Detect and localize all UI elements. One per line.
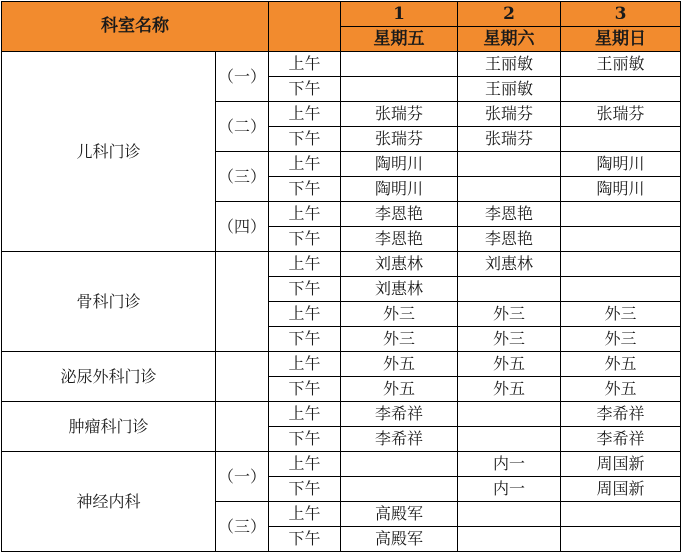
doctor-cell <box>458 527 561 552</box>
period-cell: 上午 <box>269 102 341 127</box>
doctor-cell: 王丽敏 <box>458 77 561 102</box>
period-cell: 上午 <box>269 252 341 277</box>
doctor-cell: 李希祥 <box>561 427 681 452</box>
period-cell: 上午 <box>269 52 341 77</box>
period-cell: 上午 <box>269 502 341 527</box>
doctor-cell: 刘惠林 <box>341 277 458 302</box>
doctor-cell: 外五 <box>341 352 458 377</box>
period-cell: 下午 <box>269 377 341 402</box>
doctor-cell: 外五 <box>561 377 681 402</box>
day-name-sunday: 星期日 <box>561 27 681 52</box>
doctor-cell <box>561 277 681 302</box>
day-name-saturday: 星期六 <box>458 27 561 52</box>
doctor-cell <box>458 277 561 302</box>
schedule-table <box>1 1 681 552</box>
period-cell: 下午 <box>269 277 341 302</box>
doctor-cell: 李恩艳 <box>341 227 458 252</box>
doctor-cell: 陶明川 <box>341 177 458 202</box>
doctor-cell <box>458 502 561 527</box>
doctor-cell <box>341 52 458 77</box>
doctor-cell: 张瑞芬 <box>561 102 681 127</box>
doctor-cell: 张瑞芬 <box>458 127 561 152</box>
day-number-2: 2 <box>458 2 561 27</box>
period-cell: 上午 <box>269 152 341 177</box>
period-cell: 下午 <box>269 227 341 252</box>
period-cell: 上午 <box>269 402 341 427</box>
doctor-cell <box>341 77 458 102</box>
doctor-cell: 李希祥 <box>341 402 458 427</box>
department-name: 神经内科 <box>2 452 216 552</box>
doctor-cell <box>458 427 561 452</box>
doctor-cell: 李希祥 <box>341 427 458 452</box>
doctor-cell <box>341 452 458 477</box>
clinic-group-label: （四） <box>216 202 269 252</box>
doctor-cell: 外五 <box>341 377 458 402</box>
doctor-cell <box>561 252 681 277</box>
doctor-cell: 王丽敏 <box>458 52 561 77</box>
doctor-cell: 李恩艳 <box>341 202 458 227</box>
doctor-cell <box>458 177 561 202</box>
doctor-cell: 高殿军 <box>341 527 458 552</box>
clinic-group-label <box>216 352 269 402</box>
clinic-group-label: （三） <box>216 502 269 552</box>
doctor-cell: 李希祥 <box>561 402 681 427</box>
period-cell: 下午 <box>269 527 341 552</box>
table-row <box>2 352 681 377</box>
department-name: 肿瘤科门诊 <box>2 402 216 452</box>
doctor-cell: 刘惠林 <box>458 252 561 277</box>
doctor-cell <box>561 127 681 152</box>
clinic-group-label <box>216 252 269 352</box>
doctor-cell: 外三 <box>341 327 458 352</box>
doctor-cell <box>458 152 561 177</box>
doctor-cell: 外五 <box>561 352 681 377</box>
period-cell: 上午 <box>269 202 341 227</box>
clinic-group-label: （一） <box>216 52 269 102</box>
doctor-cell: 周国新 <box>561 452 681 477</box>
doctor-cell <box>561 202 681 227</box>
table-row <box>2 52 681 77</box>
period-cell: 下午 <box>269 177 341 202</box>
day-name-friday: 星期五 <box>341 27 458 52</box>
doctor-cell <box>561 77 681 102</box>
doctor-cell: 李恩艳 <box>458 202 561 227</box>
doctor-cell: 外三 <box>561 302 681 327</box>
period-cell: 下午 <box>269 427 341 452</box>
period-header <box>269 2 341 52</box>
day-number-1: 1 <box>341 2 458 27</box>
doctor-cell: 张瑞芬 <box>458 102 561 127</box>
dept-name-header: 科室名称 <box>2 2 269 52</box>
doctor-cell: 王丽敏 <box>561 52 681 77</box>
period-cell: 下午 <box>269 477 341 502</box>
period-cell: 下午 <box>269 77 341 102</box>
doctor-cell: 外五 <box>458 352 561 377</box>
doctor-cell: 外三 <box>341 302 458 327</box>
period-cell: 上午 <box>269 352 341 377</box>
doctor-cell: 周国新 <box>561 477 681 502</box>
clinic-group-label: （一） <box>216 452 269 502</box>
department-name: 骨科门诊 <box>2 252 216 352</box>
doctor-cell: 高殿军 <box>341 502 458 527</box>
doctor-cell: 内一 <box>458 477 561 502</box>
doctor-cell: 外三 <box>561 327 681 352</box>
doctor-cell <box>561 527 681 552</box>
table-row <box>2 402 681 427</box>
doctor-cell: 外三 <box>458 327 561 352</box>
clinic-group-label <box>216 402 269 452</box>
doctor-cell: 外三 <box>458 302 561 327</box>
clinic-group-label: （二） <box>216 102 269 152</box>
doctor-cell: 张瑞芬 <box>341 127 458 152</box>
table-row <box>2 452 681 477</box>
doctor-cell: 陶明川 <box>341 152 458 177</box>
day-number-3: 3 <box>561 2 681 27</box>
doctor-cell: 陶明川 <box>561 177 681 202</box>
doctor-cell <box>561 227 681 252</box>
doctor-cell <box>341 477 458 502</box>
doctor-cell: 李恩艳 <box>458 227 561 252</box>
doctor-cell: 张瑞芬 <box>341 102 458 127</box>
doctor-cell: 刘惠林 <box>341 252 458 277</box>
doctor-cell: 陶明川 <box>561 152 681 177</box>
department-name: 泌尿外科门诊 <box>2 352 216 402</box>
period-cell: 上午 <box>269 302 341 327</box>
doctor-cell <box>561 502 681 527</box>
department-name: 儿科门诊 <box>2 52 216 252</box>
header-row-numbers <box>2 2 681 27</box>
doctor-cell: 外五 <box>458 377 561 402</box>
period-cell: 上午 <box>269 452 341 477</box>
doctor-cell: 内一 <box>458 452 561 477</box>
doctor-cell <box>458 402 561 427</box>
table-row <box>2 252 681 277</box>
period-cell: 下午 <box>269 127 341 152</box>
clinic-group-label: （三） <box>216 152 269 202</box>
period-cell: 下午 <box>269 327 341 352</box>
